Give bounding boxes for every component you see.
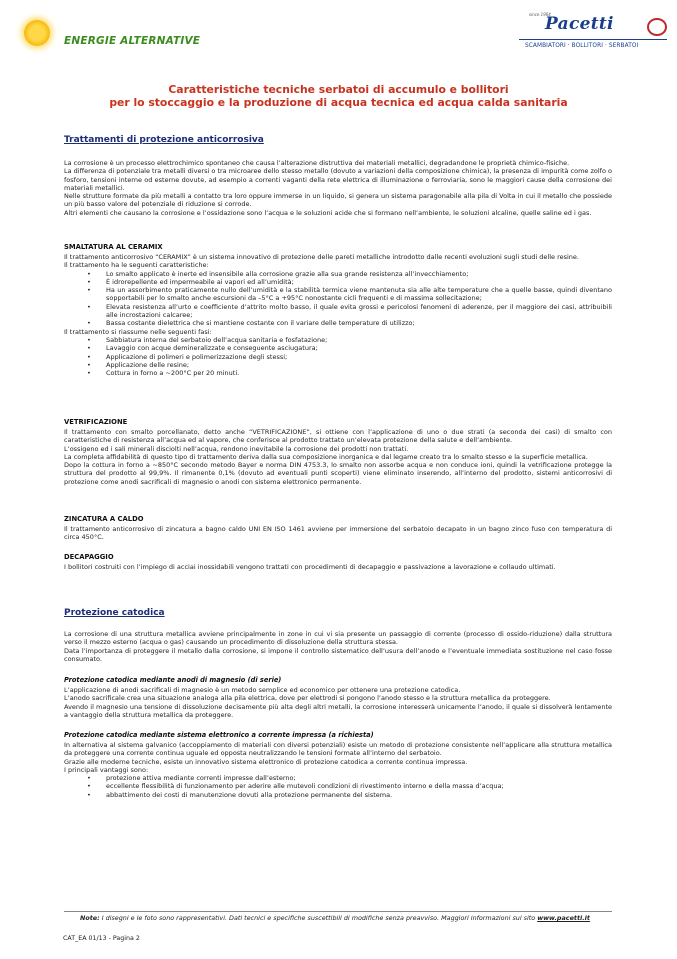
- page-title: [40, 83, 637, 109]
- logo-since: since 1964: [529, 12, 551, 17]
- paragraph: In alternativa al sistema galvanico (accoppiamento di materiali con diversi potenziali) esiste un metodo di protezione consistente nell’applicare alla struttura metallica da proteggere una corrente continua uguale ed opposta neutralizzando le tensioni formate all’interno del serbatoio.: [64, 741, 612, 758]
- list-item: • Lavaggio con acque demineralizzate e conseguente asciugatura;: [87, 344, 612, 352]
- paragraph: Data l’importanza di proteggere il metallo dalla corrosione, si impone il controllo sistematico dell’usura dell’anodo e l’eventuale immediata sostituzione nel caso fosse consumato.: [64, 646, 612, 663]
- decapaggio-body: [64, 563, 612, 571]
- list-item: • Applicazione di polimeri e polimerizzazione degli stessi;: [87, 353, 612, 361]
- paragraph: I principali vantaggi sono:: [64, 765, 149, 774]
- section1-intro: [64, 159, 612, 217]
- list-item: • È idrorepellente ed impermeabile ai vapori ed all’umidità;: [87, 278, 612, 286]
- section-heading-anticorrosiva: Trattamenti di protezione anticorrosiva: [64, 135, 264, 145]
- logo-name: Pacetti: [545, 14, 614, 34]
- paragraph: La completa affidabilità di questo tipo di trattamento deriva dalla sua composizione inorganica e dal legame creato tra lo smalto stesso e la superficie metallica.: [64, 452, 588, 461]
- website-link[interactable]: www.pacetti.it: [537, 914, 590, 922]
- paragraph: I bollitori costruiti con l’impiego di acciai inossidabili vengono trattati con procedimenti di decapaggio e passivazione a lavorazione e collaudo ultimati.: [64, 563, 556, 571]
- paragraph: La corrosione è un processo elettrochimico spontaneo che causa l’alterazione distruttiva dei materiali metallici, degradandone le proprietà chimico-fisiche.: [64, 159, 570, 167]
- subheading-elettronico: Protezione catodica mediante sistema elettronico a corrente impressa (a richiesta): [64, 731, 374, 739]
- list-item: • protezione attiva mediante correnti impresse dall’esterno;: [87, 774, 612, 782]
- logo-rule: [519, 39, 667, 40]
- paragraph: Il trattamento si riassume nelle seguenti fasi:: [64, 327, 212, 336]
- subheading-decapaggio: DECAPAGGIO: [64, 553, 114, 561]
- paragraph: Il trattamento ha le seguenti caratteristiche:: [64, 261, 209, 270]
- paragraph: Il trattamento con smalto porcellanato, detto anche “VETRIFICAZIONE”, si ottiene con l’applicazione di uno o due strati (a seconda dei casi) di smalto con caratteristiche di resistenza all’acqua ed al vapore, che conferisce al prodotto trattato un’elevata protezione della salute e dell’ambiente.: [64, 428, 612, 445]
- subheading-anodi: Protezione catodica mediante anodi di magnesio (di serie): [64, 676, 282, 684]
- list-item: • Bassa costante dielettrica che si mantiene costante con il variare delle temperature di utilizzo;: [87, 319, 612, 327]
- subheading-smaltatura: SMALTATURA AL CERAMIX: [64, 243, 163, 251]
- paragraph: L’ossigeno ed i sali minerali disciolti nell’acqua, rendono inevitabile la corrosione dei prodotti non trattati.: [64, 444, 409, 453]
- sun-icon: [24, 20, 50, 46]
- logo-ring-icon: [647, 18, 667, 36]
- list-item: • Elevata resistenza all’urto e coefficiente d’attrito molto basso, il quale evita grossi e pericolosi fenomeni di aderenze, per il maggiore dei casi, attribuibili alle incrostazioni calcaree;: [87, 303, 612, 320]
- paragraph: La corrosione di una struttura metallica avviene principalmente in zone in cui vi sia presente un passaggio di corrente (processo di ossido-riduzione) dalla struttura verso il mezzo esterno (acqua o gas) causando un procedimento di dissoluzione della struttura stessa.: [64, 630, 612, 647]
- smaltatura-body: [64, 253, 612, 377]
- paragraph: L’anodo sacrificale crea una situazione analoga alla pila elettrica, dove per elettrodi si pongono l’anodo stesso e la struttura metallica da proteggere.: [64, 694, 551, 703]
- paragraph: L’applicazione di anodi sacrificali di magnesio è un metodo semplice ed economico per ottenere una protezione catodica.: [64, 686, 461, 694]
- list-item: • Sabbiatura interna del serbatoio dell’acqua sanitaria e fosfatazione;: [87, 336, 612, 344]
- subheading-zincatura: ZINCATURA A CALDO: [64, 515, 144, 523]
- section2-intro: [64, 630, 612, 663]
- page-title-line1: Caratteristiche tecniche serbatoi di accumulo e bollitori: [168, 83, 509, 96]
- page-number: CAT_EA 01/13 - Pagina 2: [63, 935, 140, 942]
- logo-subtitle: SCAMBIATORI · BOLLITORI · SERBATOI: [525, 43, 639, 49]
- list-item: • Lo smalto applicato è inerte ed insensibile alla corrosione grazie alla sua grande resistenza all’invecchiamento;: [87, 270, 612, 278]
- paragraph: Il trattamento anticorrosivo di zincatura a bagno caldo UNI EN ISO 1461 avviene per immersione del serbatoio decapato in un bagno zinco fuso con temperatura di circa 450°C.: [64, 525, 612, 542]
- anodi-body: [64, 686, 612, 719]
- note-text: I disegni e le foto sono rappresentativi. Dati tecnici e specifiche suscettibili di modifiche senza preavviso. Maggiori informazioni sul sito: [99, 914, 538, 922]
- list-item: • Ha un assorbimento praticamente nullo dell’umidità e la stabilità termica viene mantenuta sia alle alte temperature che a quelle basse, quindi diventano sopportabili per lo smalto anche escursioni da –5°C a +95°C nonostante cicli frequenti e di massima sollecitazione;: [87, 286, 612, 303]
- paragraph: Grazie alle moderne tecniche, esiste un innovativo sistema elettronico di protezione catodica a corrente continua impressa.: [64, 757, 468, 766]
- pacetti-logo: [519, 12, 669, 52]
- features-list: [64, 270, 612, 328]
- zincatura-body: [64, 525, 612, 542]
- subheading-vetrificazione: VETRIFICAZIONE: [64, 418, 128, 426]
- footer-divider: [64, 911, 612, 912]
- brand-title: ENERGIE ALTERNATIVE: [64, 35, 201, 47]
- list-item: • eccellente flessibilità di funzionamento per aderire alle mutevoli condizioni di rivestimento interno e della massa d’acqua;: [87, 782, 612, 790]
- page-title-line2: per lo stoccaggio e la produzione di acqua tecnica ed acqua calda sanitaria: [109, 96, 568, 109]
- footer-note: [80, 914, 590, 922]
- paragraph: Altri elementi che causano la corrosione e l’ossidazione sono l’acqua e le soluzioni acide che si formano nell’ambiente, le soluzioni alcaline, quelle saline ed i gas.: [64, 208, 592, 217]
- list-item: • Applicazione delle resine;: [87, 361, 612, 369]
- phases-list: [64, 336, 612, 377]
- advantages-list: [64, 774, 612, 799]
- vetrificazione-body: [64, 428, 612, 486]
- paragraph: Nelle strutture formate da più metalli a contatto tra loro oppure immerse in un liquido, si genera un sistema paragonabile alla pila di Volta in cui il metallo che possiede un più basso valore del potenziale di riduzione si corrode.: [64, 192, 612, 209]
- paragraph: Dopo la cottura in forno a ~850°C secondo metodo Bayer e norma DIN 4753.3, lo smalto non assorbe acqua e non conduce ioni, quindi la vetrificazione protegge la struttura del prodotto al 99,9%. Il rimanente 0,1% (dovuto ad eventuali punti scoperti) viene eliminato inserendo, all’interno del prodotto, sistemi anticorrosivi di protezione come anodi sacrificali di magnesio o anodi con sistema elettronico permanente.: [64, 461, 612, 486]
- elettronico-body: [64, 741, 612, 799]
- paragraph: Il trattamento anticorrosivo “CERAMIX” è un sistema innovativo di protezione delle pareti metalliche introdotto dalle recenti evoluzioni sugli studi delle resine.: [64, 253, 579, 261]
- paragraph: La differenza di potenziale tra metalli diversi o tra microaree dello stesso metallo (dovuto a variazioni della composizione chimica), la presenza di impurità come zolfo o fosforo, tensioni interne od esterne dovute, ad esempio a correnti vaganti della rete elettrica di illuminazione o ferroviaria, sono le maggiori cause della corrosione dei materiali metallici.: [64, 167, 612, 192]
- list-item: • abbattimento dei costi di manutenzione dovuti alla protezione permanente del sistema.: [87, 791, 612, 799]
- note-label: Note:: [80, 914, 100, 922]
- section-heading-catodica: Protezione catodica: [64, 608, 165, 618]
- paragraph: Avendo il magnesio una tensione di dissoluzione decisamente più alta degli altri metalli, la corrosione interesserà unicamente l’anodo, il quale si dissolverà lentamente a vantaggio della struttura metallica da proteggere.: [64, 702, 612, 719]
- list-item: • Cottura in forno a ~200°C per 20 minuti.: [87, 369, 612, 377]
